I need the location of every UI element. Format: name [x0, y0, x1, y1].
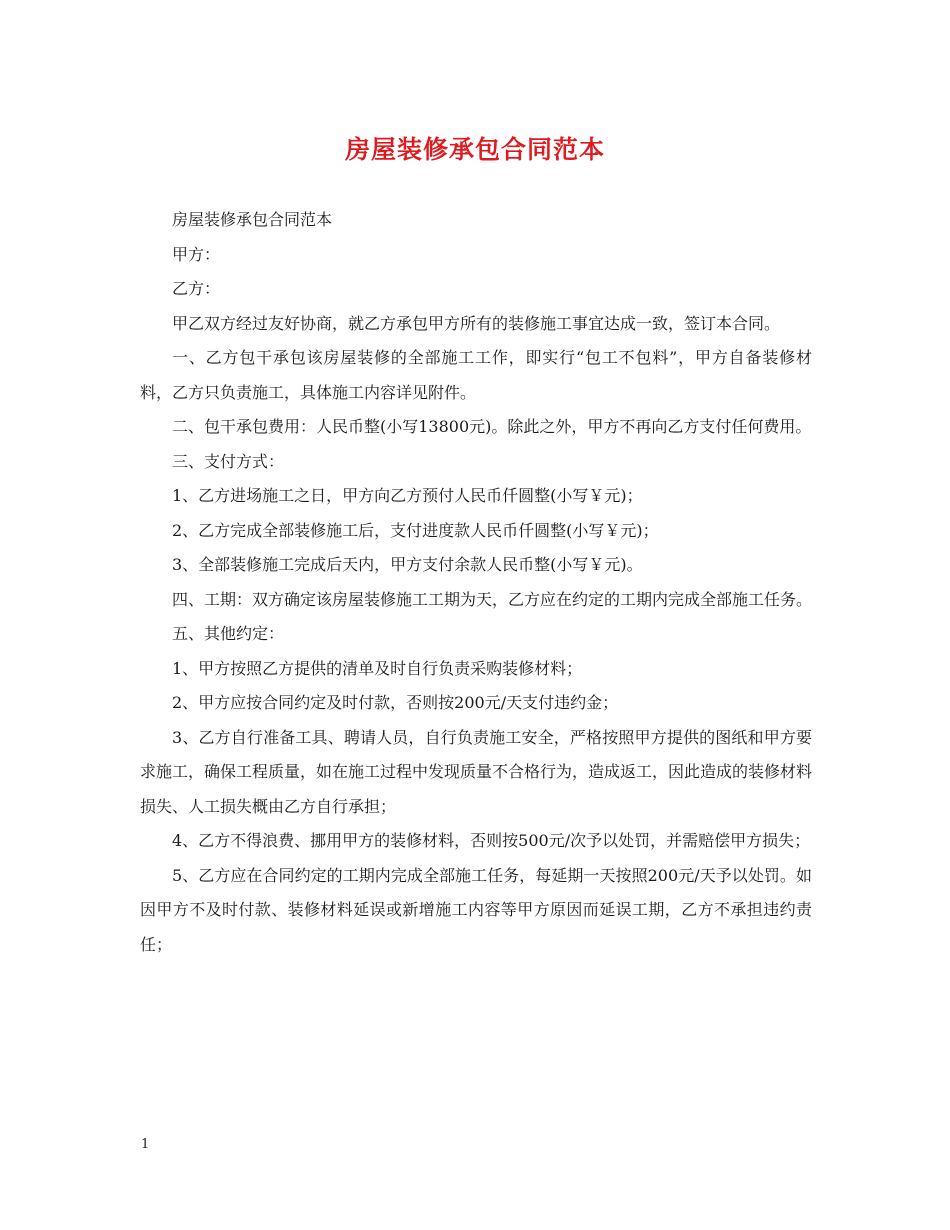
paragraph-other-3: 3、乙方自行准备工具、聘请人员，自行负责施工安全，严格按照甲方提供的图纸和甲方要求施工，确保工程质量，如在施工过程中发现质量不合格行为，造成返工，因此造成的装修材料损失、人工损失概由乙方自行承担；: [140, 727, 813, 816]
page-number: 1: [141, 1137, 150, 1152]
paragraph-payment-1: 1、乙方进场施工之日，甲方向乙方预付人民币仟圆整(小写￥元)；: [172, 486, 643, 505]
paragraph-preamble: 甲乙双方经过友好协商，就乙方承包甲方所有的装修施工事宜达成一致，签订本合同。: [172, 313, 781, 333]
document-title: 房屋装修承包合同范本: [344, 135, 605, 164]
document-body: [140, 203, 812, 962]
paragraph-payment-3: 3、全部装修施工完成后天内，甲方支付余款人民币整(小写￥元)。: [172, 555, 643, 574]
paragraph-party-b: 乙方：: [172, 279, 221, 298]
paragraph-clause-1: 一、乙方包干承包该房屋装修的全部施工工作，即实行“包工不包料”，甲方自备装修材料，乙方只负责施工，具体施工内容详见附件。: [140, 348, 812, 402]
paragraph-clause-5: 五、其他约定：: [172, 624, 285, 643]
paragraph-other-2: 2、甲方应按合同约定及时付款，否则按200元/天支付违约金；: [172, 693, 619, 712]
paragraph-other-1: 1、甲方按照乙方提供的清单及时自行负责采购装修材料；: [172, 658, 583, 678]
paragraph-clause-4: 四、工期：双方确定该房屋装修施工工期为天，乙方应在约定的工期内完成全部施工任务。: [172, 589, 813, 609]
paragraph-other-4: 4、乙方不得浪费、挪用甲方的装修材料，否则按500元/次予以处罚，并需赔偿甲方损失；: [172, 831, 811, 850]
paragraph-clause-2: 二、包干承包费用：人民币整(小写13800元)。除此之外，甲方不再向乙方支付任何费用。: [172, 417, 812, 436]
paragraph-party-a: 甲方：: [172, 244, 221, 264]
paragraph-other-5: 5、乙方应在合同约定的工期内完成全部施工任务，每延期一天按照200元/天予以处罚。如因甲方不及时付款、装修材料延误或新增施工内容等甲方原因而延误工期，乙方不承担违约责任；: [140, 865, 812, 954]
paragraph-clause-3: 三、支付方式：: [172, 451, 285, 471]
paragraph-payment-2: 2、乙方完成全部装修施工后，支付进度款人民币仟圆整(小写￥元)；: [172, 520, 659, 540]
paragraph-heading: 房屋装修承包合同范本: [172, 210, 333, 229]
